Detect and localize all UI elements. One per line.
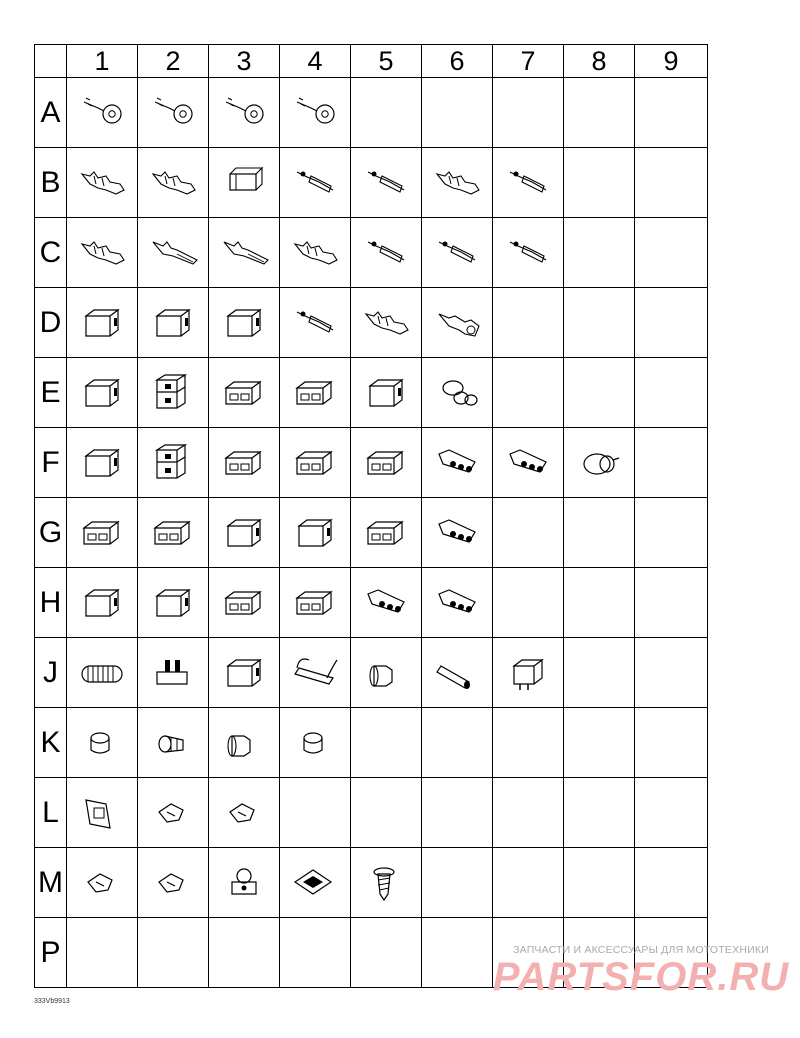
grid-cell xyxy=(138,778,209,848)
grid-cell xyxy=(635,358,708,428)
grid-cell xyxy=(493,78,564,148)
ring-terminal-icon xyxy=(67,92,137,134)
grid-cell xyxy=(422,778,493,848)
grid-cell xyxy=(635,428,708,498)
grid-cell xyxy=(493,148,564,218)
grid-cell xyxy=(351,218,422,288)
clamp-icon xyxy=(209,862,279,904)
grid-cell xyxy=(280,498,351,568)
grid-cell xyxy=(493,498,564,568)
sealed-terminal-icon xyxy=(422,302,492,344)
stacked-housing-icon xyxy=(138,372,208,414)
row-label: L xyxy=(35,778,67,848)
grid-cell xyxy=(138,358,209,428)
grid-row-b xyxy=(35,148,708,218)
clip-icon xyxy=(138,862,208,904)
grid-cell xyxy=(564,708,635,778)
screw-icon xyxy=(351,862,421,904)
grid-cell xyxy=(209,148,280,218)
grid-row-d xyxy=(35,288,708,358)
row-label: P xyxy=(35,918,67,988)
crimp-terminal-icon xyxy=(351,302,421,344)
grid-row-f xyxy=(35,428,708,498)
grid-cell xyxy=(635,148,708,218)
grid-cell xyxy=(351,848,422,918)
grid-cell xyxy=(138,708,209,778)
grid-cell xyxy=(138,428,209,498)
bullet-connector-icon xyxy=(209,722,279,764)
grid-cell xyxy=(280,638,351,708)
column-header: 2 xyxy=(138,45,209,78)
pin-terminal-icon xyxy=(280,302,350,344)
grid-cell xyxy=(280,148,351,218)
connector-housing-icon xyxy=(67,442,137,484)
multi-connector-icon xyxy=(209,372,279,414)
watermark xyxy=(486,944,796,998)
row-label: M xyxy=(35,848,67,918)
column-header: 5 xyxy=(351,45,422,78)
grid-cell xyxy=(422,498,493,568)
column-header: 8 xyxy=(564,45,635,78)
row-label: C xyxy=(35,218,67,288)
grid-cell xyxy=(635,218,708,288)
grommet-icon xyxy=(67,722,137,764)
blade-terminal-icon xyxy=(209,232,279,274)
grid-cell xyxy=(67,218,138,288)
wire-loom-icon xyxy=(280,652,350,694)
clip-icon xyxy=(67,862,137,904)
row-label: J xyxy=(35,638,67,708)
grid-cell xyxy=(67,498,138,568)
grid-cell xyxy=(564,358,635,428)
grid-cell xyxy=(138,568,209,638)
grid-cell xyxy=(138,78,209,148)
round-connector-icon xyxy=(422,372,492,414)
grid-cell xyxy=(422,288,493,358)
multi-connector-icon xyxy=(280,442,350,484)
ring-terminal-icon xyxy=(138,92,208,134)
grid-cell xyxy=(422,148,493,218)
grid-cell xyxy=(422,638,493,708)
grid-cell xyxy=(67,78,138,148)
sealed-connector-icon xyxy=(493,442,563,484)
grid-cell xyxy=(493,218,564,288)
connector-housing-icon xyxy=(67,582,137,624)
crimp-terminal-icon xyxy=(67,232,137,274)
grid-cell xyxy=(422,428,493,498)
pin-terminal-icon xyxy=(351,162,421,204)
blade-terminal-icon xyxy=(138,232,208,274)
grid-cell xyxy=(635,498,708,568)
grid-cell xyxy=(67,568,138,638)
grid-cell xyxy=(635,778,708,848)
grid-cell xyxy=(564,848,635,918)
grid-cell xyxy=(209,288,280,358)
grid-cell xyxy=(351,638,422,708)
pin-terminal-icon xyxy=(422,232,492,274)
grid-cell xyxy=(635,638,708,708)
pin-terminal-icon xyxy=(351,232,421,274)
grid-cell xyxy=(635,78,708,148)
grid-cell xyxy=(351,498,422,568)
grid-cell xyxy=(493,358,564,428)
connector-housing-icon xyxy=(67,302,137,344)
crimp-terminal-icon xyxy=(280,232,350,274)
header-row xyxy=(35,45,708,78)
grid-cell xyxy=(351,288,422,358)
grid-row-k xyxy=(35,708,708,778)
clip-icon xyxy=(209,792,279,834)
stacked-housing-icon xyxy=(138,442,208,484)
row-label: G xyxy=(35,498,67,568)
grid-row-h xyxy=(35,568,708,638)
grid-cell xyxy=(209,778,280,848)
corner-cell xyxy=(35,45,67,78)
multi-connector-icon xyxy=(280,372,350,414)
row-label: K xyxy=(35,708,67,778)
grid-cell xyxy=(67,708,138,778)
multi-connector-icon xyxy=(209,442,279,484)
grid-cell xyxy=(564,638,635,708)
plug-icon xyxy=(138,722,208,764)
grid-cell xyxy=(280,918,351,988)
grid-cell xyxy=(493,288,564,358)
grid-row-g xyxy=(35,498,708,568)
pin-terminal-icon xyxy=(493,162,563,204)
grid-cell xyxy=(280,218,351,288)
grid-cell xyxy=(209,708,280,778)
connector-housing-icon xyxy=(209,302,279,344)
grid-cell xyxy=(209,568,280,638)
grid-cell xyxy=(138,638,209,708)
grid-cell xyxy=(138,288,209,358)
grid-cell xyxy=(564,778,635,848)
column-header: 1 xyxy=(67,45,138,78)
grid-cell xyxy=(564,148,635,218)
crimp-terminal-icon xyxy=(67,162,137,204)
connector-housing-icon xyxy=(138,302,208,344)
bracket-icon xyxy=(67,792,137,834)
grid-cell xyxy=(351,148,422,218)
grid-cell xyxy=(635,288,708,358)
crimp-terminal-icon xyxy=(422,162,492,204)
grid-cell xyxy=(67,358,138,428)
grid-cell xyxy=(351,918,422,988)
grid-cell xyxy=(280,358,351,428)
grid-cell xyxy=(209,638,280,708)
column-header: 4 xyxy=(280,45,351,78)
grid-cell xyxy=(67,918,138,988)
grid-cell xyxy=(493,638,564,708)
grid-cell xyxy=(564,288,635,358)
grid-cell xyxy=(564,428,635,498)
column-header: 7 xyxy=(493,45,564,78)
multi-connector-icon xyxy=(209,582,279,624)
grid-cell xyxy=(209,78,280,148)
grid-cell xyxy=(351,358,422,428)
ring-terminal-icon xyxy=(280,92,350,134)
grid-cell xyxy=(138,498,209,568)
grid-cell xyxy=(209,848,280,918)
parts-grid xyxy=(34,44,708,988)
bullet-connector-icon xyxy=(351,652,421,694)
grid-cell xyxy=(209,918,280,988)
sealed-connector-icon xyxy=(351,582,421,624)
pin-terminal-icon xyxy=(280,162,350,204)
watermark-brand: PARTSFOR.RU xyxy=(492,955,790,999)
grid-cell xyxy=(493,778,564,848)
grid-cell xyxy=(635,848,708,918)
grid-cell xyxy=(67,288,138,358)
column-header: 6 xyxy=(422,45,493,78)
grid-cell xyxy=(138,918,209,988)
grid-cell xyxy=(67,778,138,848)
row-label: B xyxy=(35,148,67,218)
grid-cell xyxy=(422,918,493,988)
sealed-connector-icon xyxy=(422,512,492,554)
row-label: D xyxy=(35,288,67,358)
connector-housing-icon xyxy=(351,372,421,414)
grid-cell xyxy=(351,568,422,638)
grid-cell xyxy=(351,428,422,498)
grid-cell xyxy=(422,848,493,918)
sealed-connector-icon xyxy=(422,582,492,624)
insulated-terminal-icon xyxy=(209,162,279,204)
row-label: A xyxy=(35,78,67,148)
tie-mount-icon xyxy=(280,862,350,904)
grid-cell xyxy=(67,428,138,498)
grid-cell xyxy=(493,568,564,638)
grid-cell xyxy=(635,708,708,778)
grid-cell xyxy=(564,78,635,148)
grid-row-j xyxy=(35,638,708,708)
socket-icon xyxy=(564,442,634,484)
grid-cell xyxy=(209,218,280,288)
column-header: 3 xyxy=(209,45,280,78)
grid-cell xyxy=(422,568,493,638)
multi-connector-icon xyxy=(351,442,421,484)
grid-row-m xyxy=(35,848,708,918)
grid-row-l xyxy=(35,778,708,848)
grid-cell xyxy=(422,358,493,428)
parts-grid-body xyxy=(35,45,708,988)
row-label: F xyxy=(35,428,67,498)
grid-cell xyxy=(138,218,209,288)
grid-row-c xyxy=(35,218,708,288)
row-label: E xyxy=(35,358,67,428)
grid-cell xyxy=(564,568,635,638)
ring-terminal-icon xyxy=(209,92,279,134)
grid-cell xyxy=(422,708,493,778)
grid-cell xyxy=(67,148,138,218)
grid-cell xyxy=(635,568,708,638)
fuse-holder-icon xyxy=(138,652,208,694)
multi-connector-icon xyxy=(67,512,137,554)
grid-cell xyxy=(493,708,564,778)
column-header: 9 xyxy=(635,45,708,78)
grid-cell xyxy=(493,848,564,918)
connector-housing-icon xyxy=(138,582,208,624)
connector-housing-icon xyxy=(67,372,137,414)
grid-cell xyxy=(564,498,635,568)
sealed-connector-icon xyxy=(422,442,492,484)
multi-connector-icon xyxy=(351,512,421,554)
grid-cell xyxy=(351,708,422,778)
grid-cell xyxy=(209,498,280,568)
grid-cell xyxy=(280,568,351,638)
grid-cell xyxy=(422,218,493,288)
grid-cell xyxy=(280,848,351,918)
grid-cell xyxy=(67,848,138,918)
tube-icon xyxy=(422,652,492,694)
figure-code: 333Vb9913 xyxy=(34,998,70,1005)
grid-cell xyxy=(564,218,635,288)
grid-row-e xyxy=(35,358,708,428)
conduit-icon xyxy=(67,652,137,694)
grid-cell xyxy=(493,428,564,498)
grid-cell xyxy=(280,428,351,498)
grid-cell xyxy=(209,428,280,498)
grid-cell xyxy=(280,288,351,358)
clip-icon xyxy=(138,792,208,834)
multi-connector-icon xyxy=(280,582,350,624)
grid-cell xyxy=(138,848,209,918)
grid-cell xyxy=(280,708,351,778)
watermark-tagline: ЗАПЧАСТИ И АКСЕССУАРЫ ДЛЯ МОТОТЕХНИКИ xyxy=(513,944,769,956)
pin-terminal-icon xyxy=(493,232,563,274)
crimp-terminal-icon xyxy=(138,162,208,204)
connector-housing-icon xyxy=(209,512,279,554)
connector-housing-icon xyxy=(209,652,279,694)
relay-icon xyxy=(493,652,563,694)
grid-cell xyxy=(209,358,280,428)
grid-cell xyxy=(67,638,138,708)
grid-cell xyxy=(280,78,351,148)
grid-cell xyxy=(351,778,422,848)
grid-cell xyxy=(351,78,422,148)
row-label: H xyxy=(35,568,67,638)
grommet-icon xyxy=(280,722,350,764)
grid-cell xyxy=(280,778,351,848)
grid-row-a xyxy=(35,78,708,148)
multi-connector-icon xyxy=(138,512,208,554)
grid-cell xyxy=(422,78,493,148)
grid-cell xyxy=(138,148,209,218)
connector-housing-icon xyxy=(280,512,350,554)
